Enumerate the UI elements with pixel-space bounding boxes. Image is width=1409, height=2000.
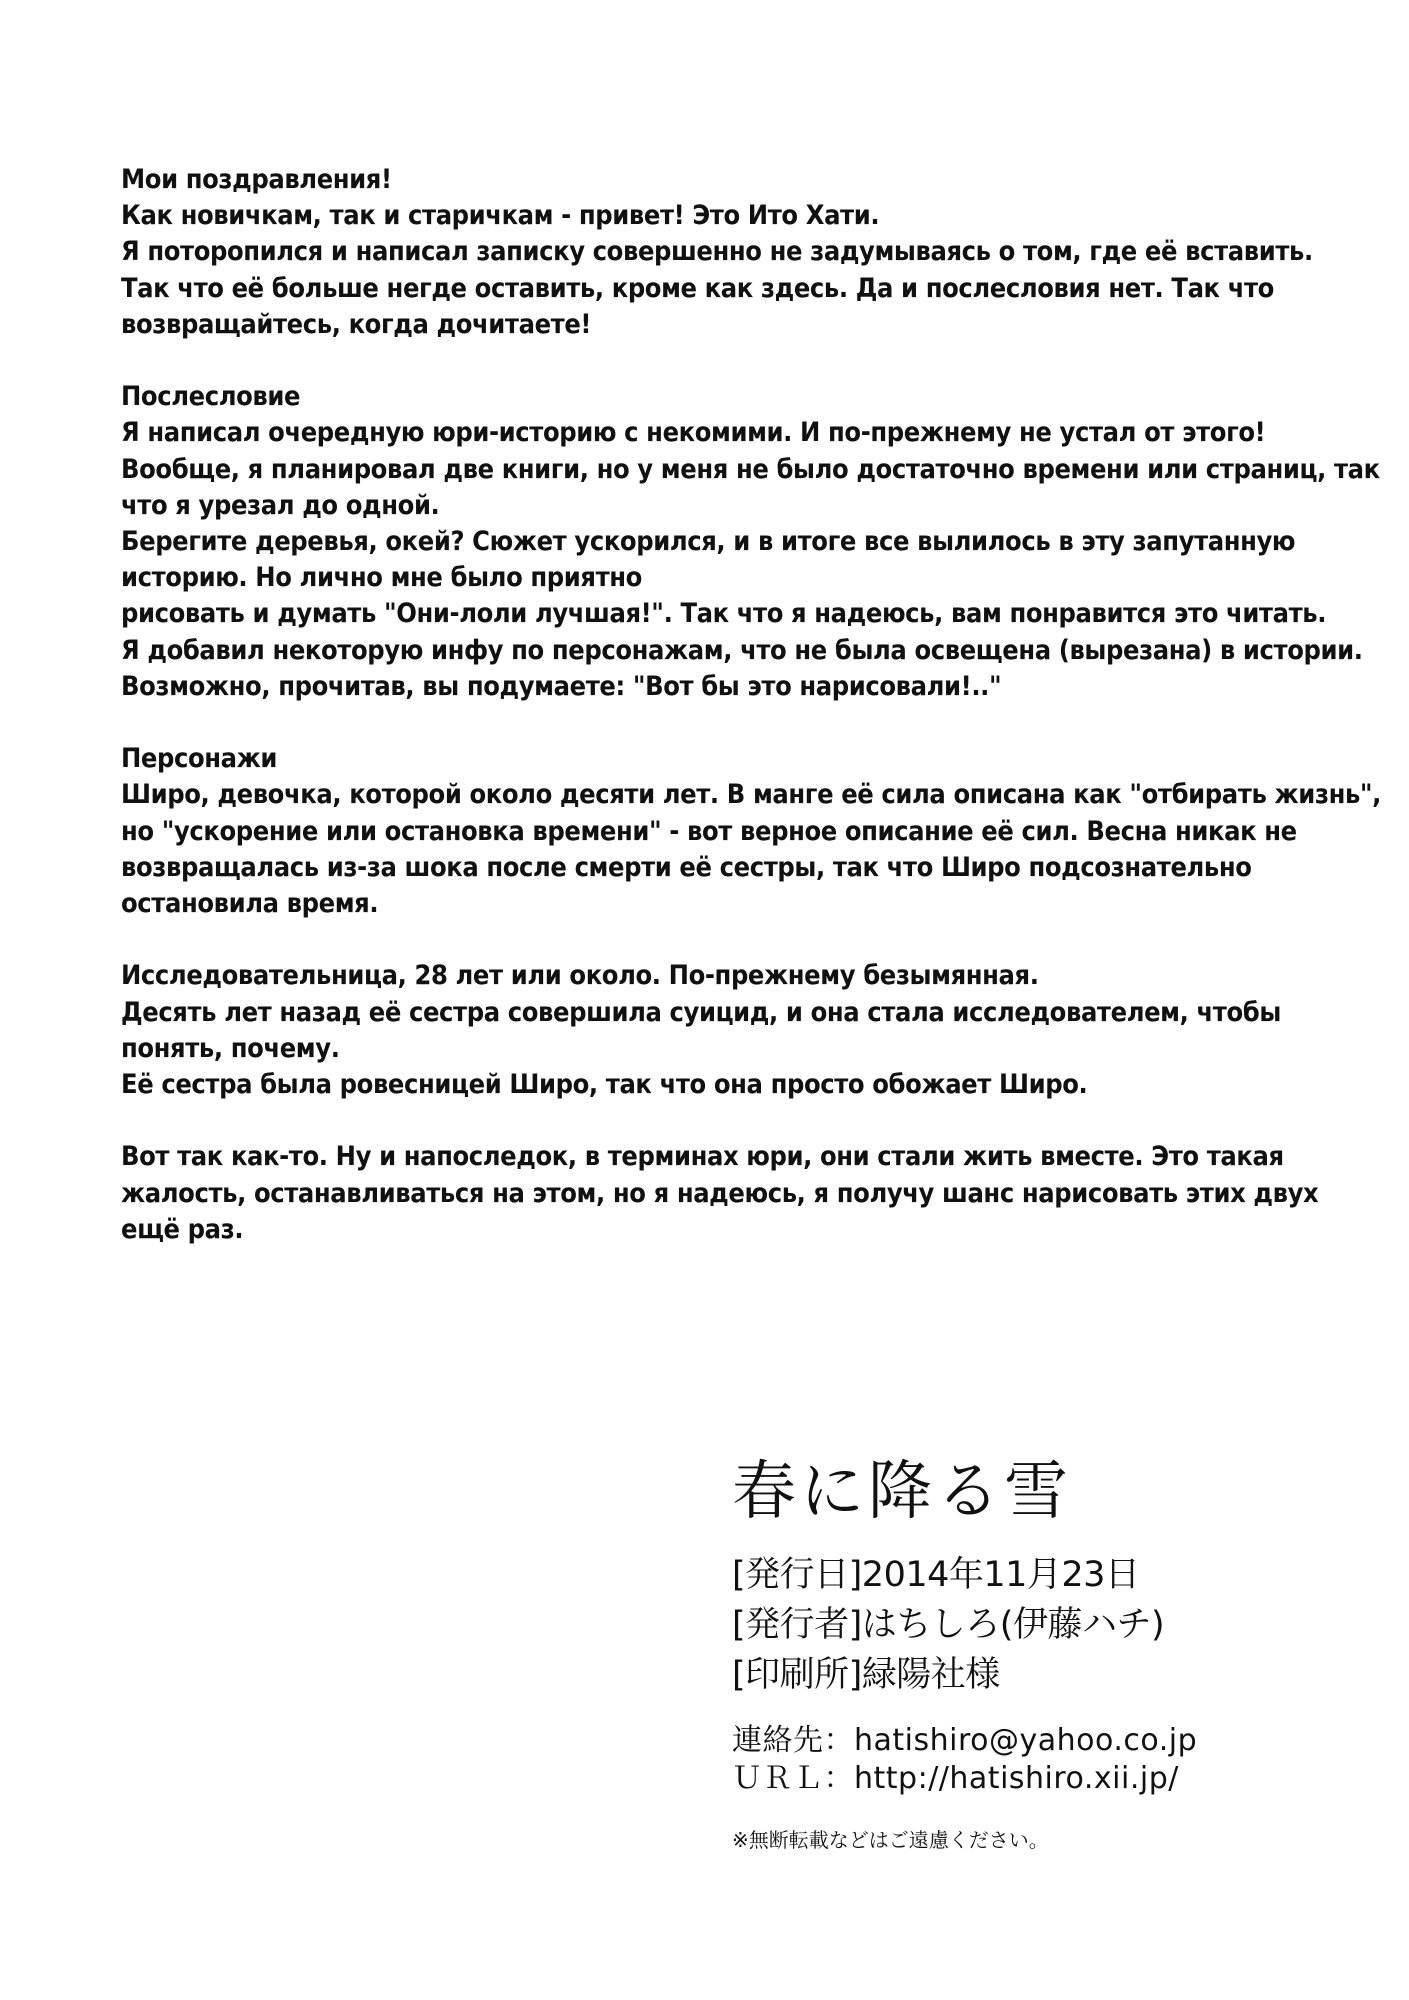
text-line: Я добавил некоторую инфу по персонажам, что не была освещена (вырезана) в истории.: [121, 634, 1363, 666]
text-line: историю. Но лично мне было приятно: [121, 562, 642, 594]
text-line: что я урезал до одной.: [121, 489, 440, 521]
text-line: возвращалась из-за шока после смерти её сестры, так что Широ подсознательно: [121, 851, 1252, 883]
reprint-notice: ※無断転載などはご遠慮ください。: [732, 1828, 1049, 1852]
text-line: Её сестра была ровесницей Широ, так что она просто обожает Широ.: [121, 1069, 1088, 1101]
contact-url: ＵＲＬ：http://hatishiro.xii.jp/: [732, 1761, 1179, 1796]
text-line: Как новичкам, так и старичкам - привет! Это Ито Хати.: [121, 200, 880, 232]
characters-heading: Персонажи: [121, 743, 278, 775]
contact-block: [732, 1722, 1352, 1798]
text-line: ещё раз.: [121, 1213, 244, 1245]
text-line: жалость, останавливаться на этом, но я надеюсь, я получу шанс нарисовать этих двух: [121, 1177, 1319, 1209]
afterword-section: [121, 379, 1380, 705]
greeting-section: [121, 162, 1321, 343]
text-line: Я написал очередную юри-историю с некомими. И по-прежнему не устал от этого!: [121, 417, 1266, 449]
contact-email: 連絡先：hatishiro@yahoo.co.jp: [732, 1723, 1198, 1758]
text-line: Берегите деревья, окей? Сюжет ускорился, и в итоге все вылилось в эту запутанную: [121, 526, 1296, 558]
printer: [印刷所]緑陽社様: [732, 1655, 1000, 1695]
text-line: Десять лет назад её сестра совершила суицид, и она стала исследователем, чтобы: [121, 996, 1281, 1028]
text-line: Исследовательница, 28 лет или около. По-прежнему безымянная.: [121, 960, 1039, 992]
text-line: понять, почему.: [121, 1032, 340, 1064]
text-line: возвращайтесь, когда дочитаете!: [121, 308, 592, 340]
text-line: остановила время.: [121, 888, 379, 920]
text-line: рисовать и думать "Они-лоли лучшая!". Так что я надеюсь, вам понравится это читать.: [121, 598, 1327, 630]
text-line: Широ, девочка, которой около десяти лет. В манге её сила описана как "отбирать жизнь",: [121, 779, 1382, 811]
colophon: [732, 1452, 1352, 1854]
book-title: 春に降る雪: [732, 1455, 1072, 1529]
text-line: Вот так как-то. Ну и напоследок, в терминах юри, они стали жить вместе. Это такая: [121, 1141, 1284, 1173]
translator-note: [121, 162, 1382, 1248]
publisher: [発行者]はちしろ(伊藤ハチ): [732, 1605, 1165, 1645]
closing-section: [121, 1139, 1321, 1248]
afterword-heading: Послесловие: [121, 381, 301, 413]
text-line: Возможно, прочитав, вы подумаете: "Вот бы это нарисовали!..": [121, 670, 1002, 702]
text-line: Вообще, я планировал две книги, но у меня не было достаточно времени или страниц, так: [121, 453, 1380, 485]
text-line: Так что её больше негде оставить, кроме как здесь. Да и послесловия нет. Так что: [121, 272, 1274, 304]
text-line: но "ускорение или остановка времени" - вот верное описание её сил. Весна никак не: [121, 815, 1297, 847]
characters-section: [121, 741, 1382, 922]
text-line: Я поторопился и написал записку совершенно не задумываясь о том, где её вставить.: [121, 236, 1313, 268]
greeting-heading: Мои поздравления!: [121, 164, 392, 195]
researcher-section: [121, 958, 1321, 1103]
publish-date: [発行日]2014年11月23日: [732, 1555, 1140, 1595]
